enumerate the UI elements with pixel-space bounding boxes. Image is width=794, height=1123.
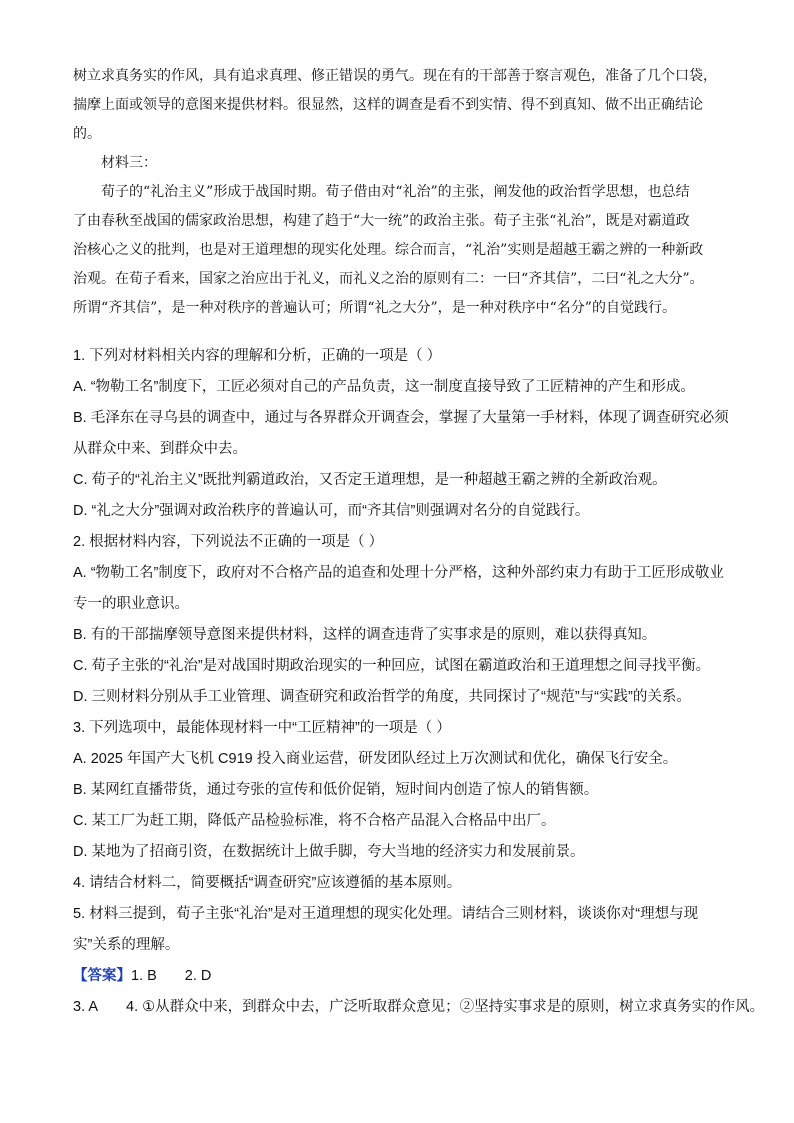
question-5-stem-cont: 实”关系的理解。 (73, 937, 180, 953)
text-line: 了由春秋至战国的儒家政治思想，构建了趋于“大一统”的政治主张。荀子主张“礼治”，既是对霸道政 (73, 213, 690, 229)
material-two-continuation (73, 62, 733, 323)
text-line: 树立求真务实的作风，具有追求真理、修正错误的勇气。现在有的干部善于察言观色，准备了几个口袋， (73, 68, 717, 84)
answer-3: 3. A (73, 999, 98, 1015)
answer-2: 2. D (184, 968, 212, 984)
question-3-option-a: A. 2025 年国产大飞机 C919 投入商业运营，研发团队经过上万次测试和优化，确保飞行安全。 (73, 751, 678, 767)
question-1-stem: 1. 下列对材料相关内容的理解和分析，正确的一项是（ ） (73, 348, 442, 364)
material-three-heading: 材料三： (101, 155, 157, 171)
text-line: 治观。在荀子看来，国家之治应出于礼义，而礼义之治的原则有二：一曰“齐其信”，二曰“礼之大分”。 (73, 271, 704, 287)
text-line: 揣摩上面或领导的意图来提供材料。很显然，这样的调查是看不到实情、得不到真知、做不出正确结论 (73, 97, 703, 113)
question-1-option-a: A. “物勒工名”制度下，工匠必须对自己的产品负责，这一制度直接导致了工匠精神的产生和形成。 (73, 379, 695, 395)
question-3-option-b: B. 某网红直播带货，通过夸张的宣传和低价促销，短时间内创造了惊人的销售额。 (73, 782, 599, 798)
question-5-stem: 5. 材料三提到，荀子主张“礼治”是对王道理想的现实化处理。请结合三则材料，谈谈你对“理想与现 (73, 906, 699, 922)
text-line: 所谓“齐其信”，是一种对秩序的普遍认可；所谓“礼之大分”，是一种对秩序中“名分”的自觉践行。 (73, 300, 676, 316)
question-1-option-b: B. 毛泽东在寻乌县的调查中，通过与各界群众开调查会，掌握了大量第一手材料，体现了调查研究必须 (73, 410, 729, 426)
question-1-option-d: D. “礼之大分”强调对政治秩序的普遍认可，而“齐其信”则强调对名分的自觉践行。 (73, 503, 590, 519)
question-1-option-c: C. 荀子的“礼治主义”既批判霸道政治，又否定王道理想，是一种超越王霸之辨的全新政治观。 (73, 472, 667, 488)
question-2-stem: 2. 根据材料内容，下列说法不正确的一项是（ ） (73, 534, 384, 550)
text-line: 治核心之义的批判，也是对王道理想的现实化处理。综合而言，“礼治”实则是超越王霸之辨的一种新政 (73, 242, 704, 258)
question-3-stem: 3. 下列选项中，最能体现材料一中“工匠精神”的一项是（ ） (73, 720, 451, 736)
question-4-stem: 4. 请结合材料二，简要概括“调查研究”应该遵循的基本原则。 (73, 875, 462, 891)
answer-tag: 【答案】 (73, 968, 131, 984)
answer-1: 1. B (131, 968, 157, 984)
question-2-option-c: C. 荀子主张的“礼治”是对战国时期政治现实的一种回应，试图在霸道政治和王道理想之间寻找平衡。 (73, 658, 711, 674)
answer-line-1 (73, 961, 733, 992)
question-2-option-b: B. 有的干部揣摩领导意图来提供材料，这样的调查违背了实事求是的原则，难以获得真知。 (73, 627, 657, 643)
question-2-option-d: D. 三则材料分别从手工业管理、调查研究和政治哲学的角度，共同探讨了“规范”与“实践”的关系。 (73, 689, 691, 705)
answer-line-2 (73, 992, 765, 1023)
question-1-option-b-cont: 从群众中来、到群众中去。 (73, 441, 247, 457)
question-3-option-c: C. 某工厂为赶工期，降低产品检验标准，将不合格产品混入合格品中出厂。 (73, 813, 556, 829)
answer-4: 4. ①从群众中来，到群众中去，广泛听取群众意见；②坚持实事求是的原则，树立求真务实的作风。 (126, 999, 765, 1015)
question-2-option-a: A. “物勒工名”制度下，政府对不合格产品的追查和处理十分严格，这种外部约束力有助于工匠形成敬业 (73, 565, 724, 581)
text-line: 的。 (73, 126, 101, 142)
question-2-option-a-cont: 专一的职业意识。 (73, 596, 189, 612)
questions-section (73, 341, 765, 1023)
question-3-option-d: D. 某地为了招商引资，在数据统计上做手脚，夸大当地的经济实力和发展前景。 (73, 844, 585, 860)
text-line: 荀子的“礼治主义”形成于战国时期。荀子借由对“礼治”的主张，阐发他的政治哲学思想，也总结 (101, 184, 690, 200)
